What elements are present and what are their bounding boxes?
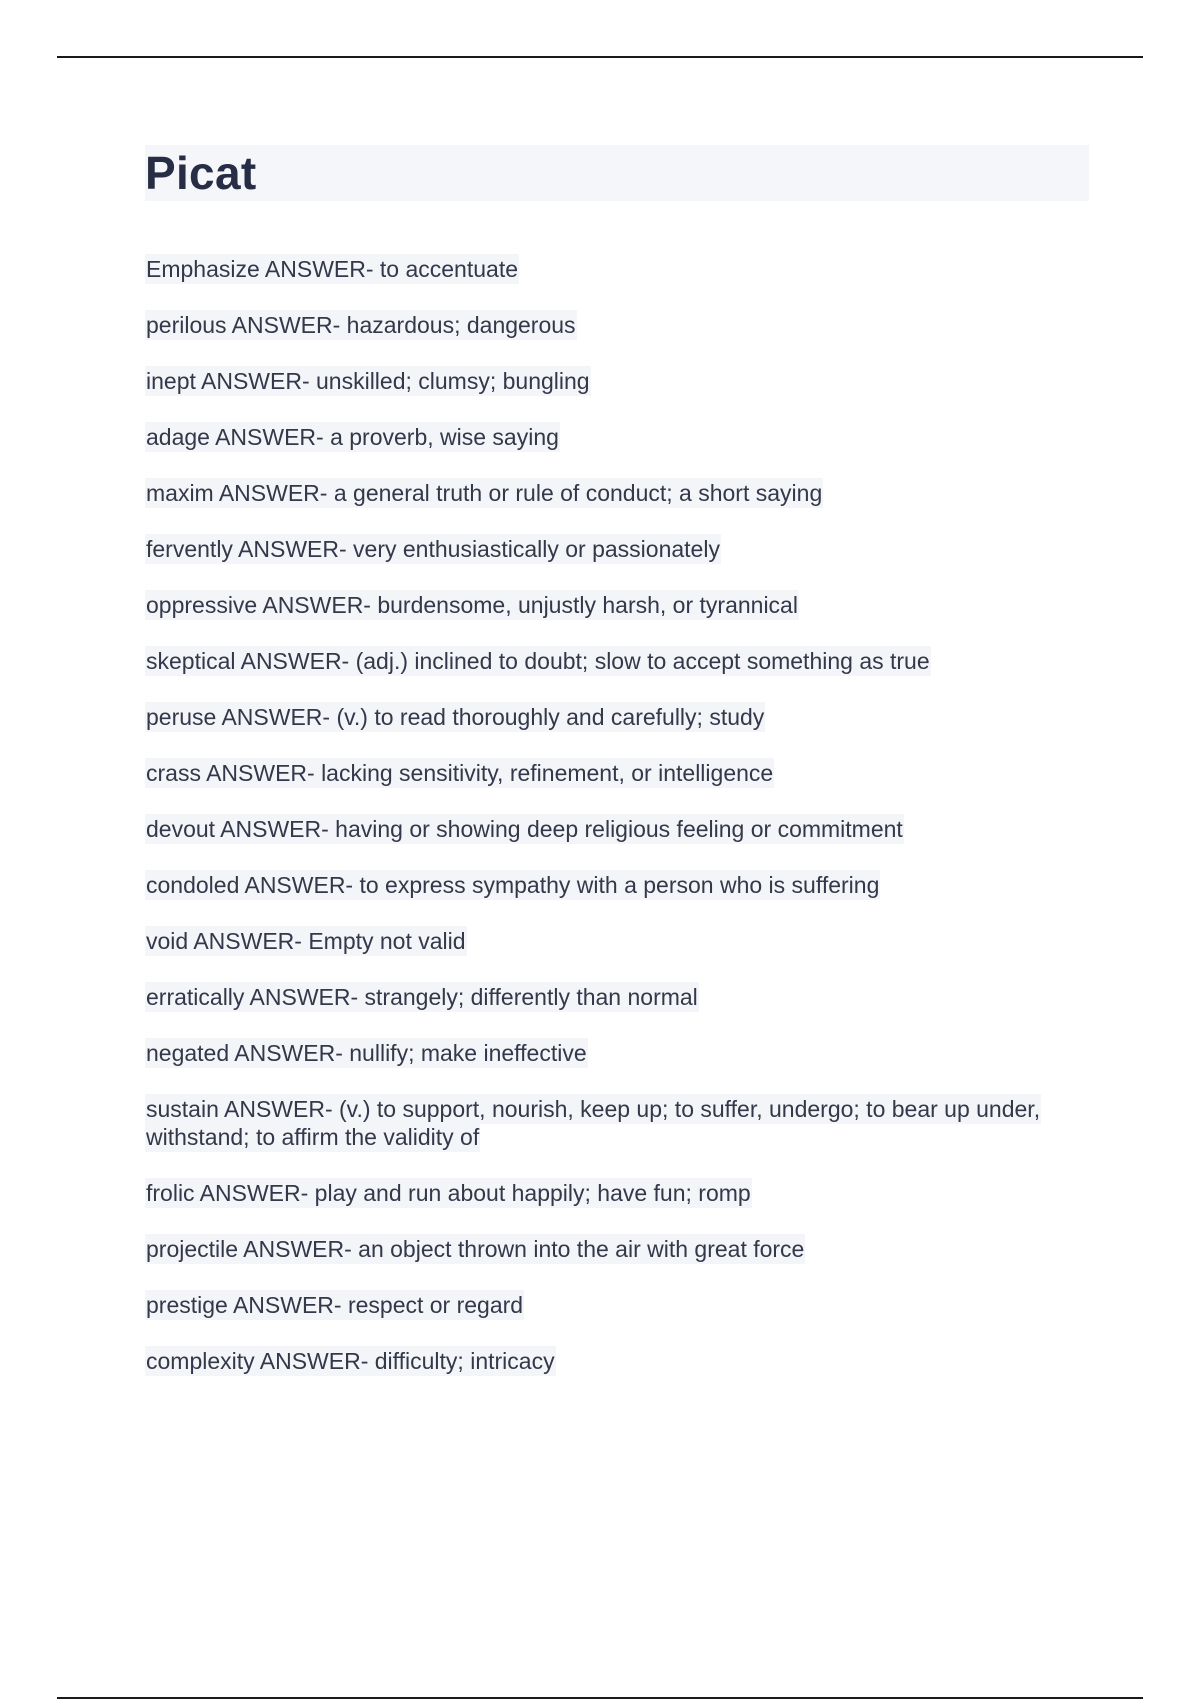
vocabulary-entry [145,423,1089,451]
vocabulary-entry [145,815,1089,843]
vocabulary-entry [145,647,1089,675]
entry-text: devout ANSWER- having or showing deep religious feeling or commitment [146,816,903,842]
entry-text: maxim ANSWER- a general truth or rule of conduct; a short saying [146,480,823,506]
vocabulary-entry [145,311,1089,339]
document-body [145,145,1089,1403]
entry-text: void ANSWER- Empty not valid [146,928,466,954]
entry-text: peruse ANSWER- (v.) to read thoroughly and carefully; study [146,704,765,730]
entry-text: perilous ANSWER- hazardous; dangerous [146,312,576,338]
vocabulary-entry [145,1179,1089,1207]
vocabulary-entry [145,1235,1089,1263]
bottom-rule [57,1697,1143,1699]
vocabulary-entry [145,871,1089,899]
vocabulary-entry [145,983,1089,1011]
entry-text: Emphasize ANSWER- to accentuate [146,256,518,282]
vocabulary-entry [145,1039,1089,1067]
vocabulary-entry [145,1347,1089,1375]
entry-text: condoled ANSWER- to express sympathy with a person who is suffering [146,872,880,898]
entry-text: projectile ANSWER- an object thrown into the air with great force [146,1236,805,1262]
entry-text: oppressive ANSWER- burdensome, unjustly harsh, or tyrannical [146,592,798,618]
document-title: Picat [145,147,257,199]
vocabulary-list [145,201,1089,1375]
vocabulary-entry [145,1291,1089,1319]
entry-text: crass ANSWER- lacking sensitivity, refinement, or intelligence [146,760,774,786]
entry-text: sustain ANSWER- (v.) to support, nourish, keep up; to suffer, undergo; to bear up under, withstand; to affirm the validity of [146,1096,1041,1150]
vocabulary-entry [145,367,1089,395]
entry-text: frolic ANSWER- play and run about happily; have fun; romp [146,1180,751,1206]
vocabulary-entry [145,591,1089,619]
entry-text: complexity ANSWER- difficulty; intricacy [146,1348,555,1374]
vocabulary-entry [145,927,1089,955]
vocabulary-entry [145,1095,1089,1151]
title-bar [145,145,1089,201]
top-rule [57,56,1143,58]
entry-text: erratically ANSWER- strangely; differently than normal [146,984,698,1010]
vocabulary-entry [145,479,1089,507]
vocabulary-entry [145,703,1089,731]
entry-text: fervently ANSWER- very enthusiastically or passionately [146,536,720,562]
entry-text: inept ANSWER- unskilled; clumsy; bungling [146,368,590,394]
entry-text: skeptical ANSWER- (adj.) inclined to doubt; slow to accept something as true [146,648,930,674]
entry-text: negated ANSWER- nullify; make ineffective [146,1040,587,1066]
vocabulary-entry [145,255,1089,283]
vocabulary-entry [145,535,1089,563]
entry-text: prestige ANSWER- respect or regard [146,1292,524,1318]
entry-text: adage ANSWER- a proverb, wise saying [146,424,559,450]
vocabulary-entry [145,759,1089,787]
